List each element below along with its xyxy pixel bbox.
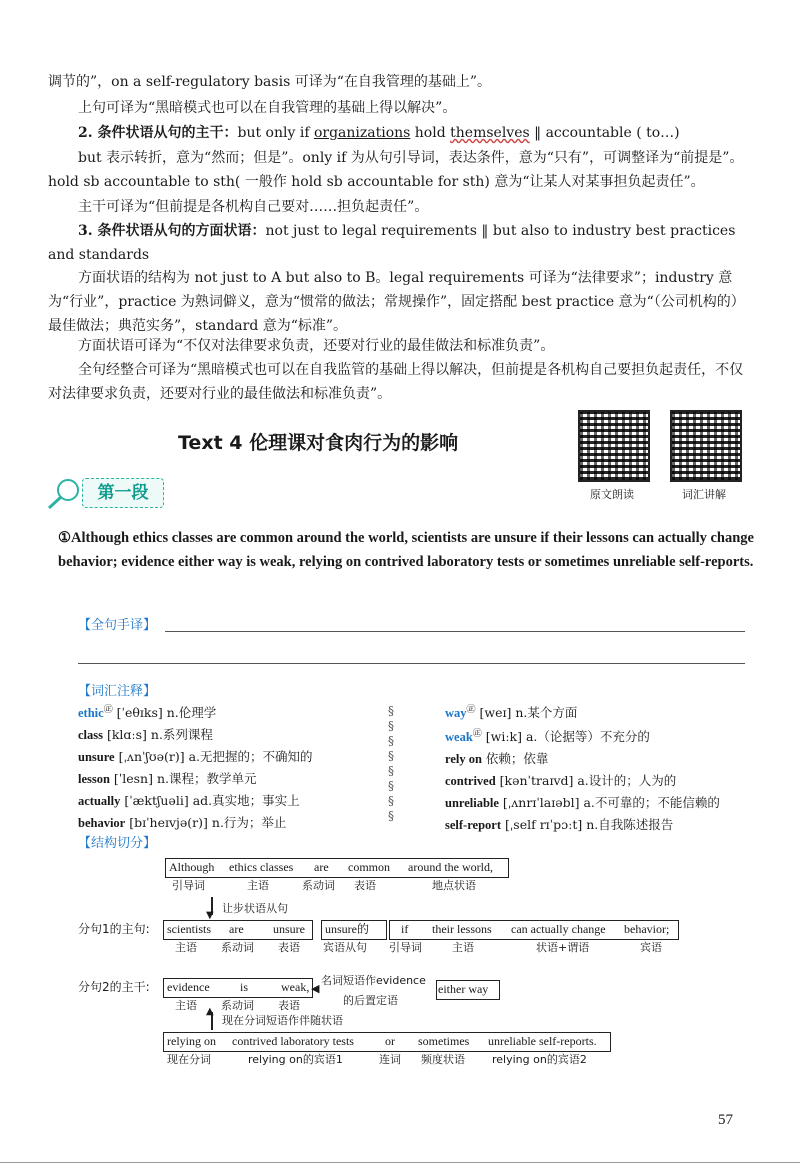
vocab-word: contrived <box>445 774 496 789</box>
arrow-head-icon: ▼ <box>206 910 214 921</box>
row1-word: common <box>348 860 390 874</box>
qr-audio-label: 原文朗读 <box>590 488 634 501</box>
qr-vocab-icon[interactable] <box>670 410 742 482</box>
struct-label: 【结构切分】 <box>78 836 157 851</box>
para-7: 方面状语的结构为 not just to A but also to B。legal requirements 可译为“法律要求”；industry 意为“行业”，practice 为熟词僻义，意为“惯常的做法；常规操作”，固定搭配 best practice 意为“（公司机构的）最佳做法；典范实务”，standard 意为“标准”。 <box>48 270 745 334</box>
row2b-label: 宾语从句 <box>323 941 367 954</box>
vocab-word: self-report <box>445 818 501 833</box>
para-3-hold: hold <box>410 125 451 141</box>
para-6 <box>48 219 748 267</box>
vocab-definition: ad.真实地；事实上 <box>192 793 300 809</box>
row4-label: 现在分词 <box>167 1053 211 1066</box>
row3a-word: is <box>240 980 249 994</box>
row2a-word: unsure <box>273 922 305 936</box>
row2a-word: scientists <box>167 922 211 936</box>
row2-title: 分句1的主句: <box>78 922 150 936</box>
para-9: 全句经整合可译为“黑暗模式也可以在自我监管的基础上得以解决，但前提是各机构自己要担负起责任，不仅对法律要求负责，还要对行业的最佳做法和标准负责”。 <box>48 362 744 402</box>
row4-word: unreliable self-reports. <box>488 1034 597 1048</box>
vocab-item <box>78 768 398 790</box>
vocab-phonetic: [ˈlesn] <box>109 771 157 787</box>
row2c-word: behavior; <box>624 922 670 936</box>
wavy-divider: § § § § § § § § <box>388 704 394 823</box>
arrow-up-head-icon: ▲ <box>206 1006 214 1017</box>
row3a-word: evidence <box>167 980 210 994</box>
row1-word: are <box>314 860 329 874</box>
row3-title: 分句2的主干: <box>78 980 150 994</box>
vocab-phonetic: [ˌʌnˈʃʊə(r)] <box>114 749 189 765</box>
vocab-phonetic: [weɪ] <box>475 705 516 721</box>
vocab-item <box>78 812 398 834</box>
vocab-phonetic: [ˌself rɪˈpɔːt] <box>501 817 587 833</box>
vocab-definition: n.行为；举止 <box>211 815 287 831</box>
core-word-mark-icon: ㊣ <box>466 705 476 715</box>
qr-audio-icon[interactable] <box>578 410 650 482</box>
row4-word: or <box>385 1034 395 1048</box>
para-3-head: 2. 条件状语从句的主干： <box>78 125 238 141</box>
para-1: 调节的”，on a self-regulatory basis 可译为“在自我管理的基础上”。 <box>48 74 492 90</box>
row2a-label: 主语 <box>175 941 197 954</box>
vocab-word: class <box>78 728 103 743</box>
magnifier-icon <box>44 476 84 510</box>
vocab-definition: a.设计的；人为的 <box>577 773 677 789</box>
answer-line-2[interactable] <box>78 663 745 664</box>
vocab-phonetic: [bɪˈheɪvjə(r)] <box>125 815 212 831</box>
translate-label: 【全句手译】 <box>78 618 157 633</box>
vocab-item <box>78 724 398 746</box>
vocab-definition: n.课程；教学单元 <box>156 771 257 787</box>
vocab-phonetic: [wiːk] <box>481 729 526 745</box>
row2c-word: can actually change <box>511 922 606 936</box>
para-5: 主干可译为“但前提是各机构自己要对……担负起责任”。 <box>78 199 429 215</box>
row2c-label: 引导词 <box>389 941 422 954</box>
vocab-item <box>445 792 765 814</box>
row4-label: relying on的宾语1 <box>248 1053 343 1066</box>
row1-label: 表语 <box>354 879 376 892</box>
vocab-definition: a.无把握的；不确知的 <box>188 749 313 765</box>
qr-vocab-label: 词汇讲解 <box>682 488 726 501</box>
vocab-word: actually <box>78 794 121 809</box>
para-3-a: but only if <box>237 125 314 141</box>
row4-word: relying on <box>167 1034 216 1048</box>
section-tag-box <box>82 478 164 508</box>
row3-note2: 的后置定语 <box>343 994 398 1007</box>
sentence-number: ① <box>58 530 71 546</box>
row2c-word: if <box>401 922 409 936</box>
vocab-word: ethic <box>78 706 104 721</box>
section-tag: 第一段 <box>97 483 149 503</box>
row3a-word: weak, <box>281 980 310 994</box>
row4-word: sometimes <box>418 1034 470 1048</box>
either-way-text: either way <box>438 982 489 996</box>
vocab-item <box>445 700 765 724</box>
main-sentence <box>58 526 758 574</box>
vocab-item <box>78 700 398 724</box>
vocab-word: behavior <box>78 816 126 831</box>
vocab-phonetic: [kənˈtraɪvd] <box>495 773 578 789</box>
vocab-word: lesson <box>78 772 110 787</box>
para-6-body: not just to legal requirements ‖ but also to industry best practices and standards <box>48 223 736 263</box>
row2c-word: their lessons <box>432 922 492 936</box>
row1-label: 引导词 <box>172 879 205 892</box>
vocab-definition: 依赖；依靠 <box>485 751 549 767</box>
row2c-label: 主语 <box>452 941 474 954</box>
core-word-mark-icon: ㊣ <box>472 729 482 740</box>
para-8: 方面状语可译为“不仅对法律要求负责，还要对行业的最佳做法和标准负责”。 <box>78 338 555 354</box>
para-3-b: ‖ accountable ( to…) <box>529 125 680 141</box>
vocab-word: weak <box>445 730 473 745</box>
sentence-text: Although ethics classes are common around the world, scientists are unsure if their lessons can actually change behavior; evidence either way is weak, relying on contrived laboratory tests or sometimes unreliable self-reports. <box>58 530 754 570</box>
vocab-item <box>445 724 765 748</box>
left-arrow-icon: ◀ <box>311 982 320 995</box>
vocab-definition: a.不可靠的；不能信赖的 <box>583 795 720 811</box>
row4-label: 频度状语 <box>421 1053 465 1066</box>
vocab-definition: n.系列课程 <box>150 727 213 743</box>
vocab-item <box>445 814 765 836</box>
row1-label: 地点状语 <box>432 879 476 892</box>
para-2: 上句可译为“黑暗模式也可以在自我管理的基础上得以解决”。 <box>78 100 457 116</box>
row1-word: Although <box>169 860 215 874</box>
vocab-item <box>78 790 398 812</box>
page-number: 57 <box>718 1112 733 1128</box>
row4-word: contrived laboratory tests <box>232 1034 354 1048</box>
row2c-label: 宾语 <box>640 941 662 954</box>
vocab-phonetic: [ˈæktʃuəli] <box>120 793 193 809</box>
para-6-head: 3. 条件状语从句的方面状语： <box>78 223 266 239</box>
row3a-label: 系动词 <box>221 999 254 1012</box>
vocab-label: 【词汇注释】 <box>78 684 157 699</box>
arrow1-label: 让步状语从句 <box>222 902 288 915</box>
row2a-word: are <box>229 922 244 936</box>
vocab-definition: a.（论据等）不充分的 <box>525 729 650 745</box>
para-3-org: organizations <box>313 125 411 141</box>
row2a-label: 表语 <box>278 941 300 954</box>
row1-label: 主语 <box>247 879 269 892</box>
row3a-label: 主语 <box>175 999 197 1012</box>
vocab-left <box>78 700 398 834</box>
vocab-right <box>445 700 765 836</box>
vocab-item <box>445 748 765 770</box>
row4-label: relying on的宾语2 <box>492 1053 587 1066</box>
answer-line-1[interactable] <box>165 631 745 632</box>
row1-word: around the world, <box>408 860 493 874</box>
vocab-item <box>445 770 765 792</box>
vocab-definition: n.某个方面 <box>515 705 578 721</box>
row1-word: ethics classes <box>229 860 294 874</box>
vocab-item <box>78 746 398 768</box>
row2a-label: 系动词 <box>221 941 254 954</box>
row4-label: 连词 <box>379 1053 401 1066</box>
vocab-word: way <box>445 706 467 721</box>
row2b-word: unsure的 <box>325 922 369 936</box>
bottom-rule <box>0 1162 800 1163</box>
vocab-phonetic: [klɑːs] <box>103 727 151 743</box>
vocab-word: unsure <box>78 750 115 765</box>
row2c-label: 状语+谓语 <box>536 941 590 954</box>
text-title: Text 4 伦理课对食肉行为的影响 <box>178 432 459 454</box>
core-word-mark-icon: ㊣ <box>103 705 113 715</box>
para-3 <box>78 121 768 145</box>
row3a-label: 表语 <box>278 999 300 1012</box>
para-4: but 表示转折，意为“然而；但是”。only if 为从句引导词，表达条件，意为“只有”，可调整译为“前提是”。hold sb accountable to sth( 一般作 hold sb accountable for sth) 意为“让某人对某事担负起责任”。 <box>48 150 744 190</box>
arrow2-label: 现在分词短语作伴随状语 <box>222 1014 343 1027</box>
para-3-them: themselves <box>450 125 530 141</box>
vocab-phonetic: [ˈeθɪks] <box>112 705 167 721</box>
row1-label: 系动词 <box>302 879 335 892</box>
vocab-phonetic: [ˌʌnrɪˈlaɪəbl] <box>498 795 584 811</box>
vocab-word: rely on <box>445 752 482 767</box>
row3-note1: 名词短语作evidence <box>321 974 426 987</box>
vocab-definition: n.自我陈述报告 <box>586 817 674 833</box>
vocab-word: unreliable <box>445 796 499 811</box>
vocab-definition: n.伦理学 <box>166 705 217 721</box>
